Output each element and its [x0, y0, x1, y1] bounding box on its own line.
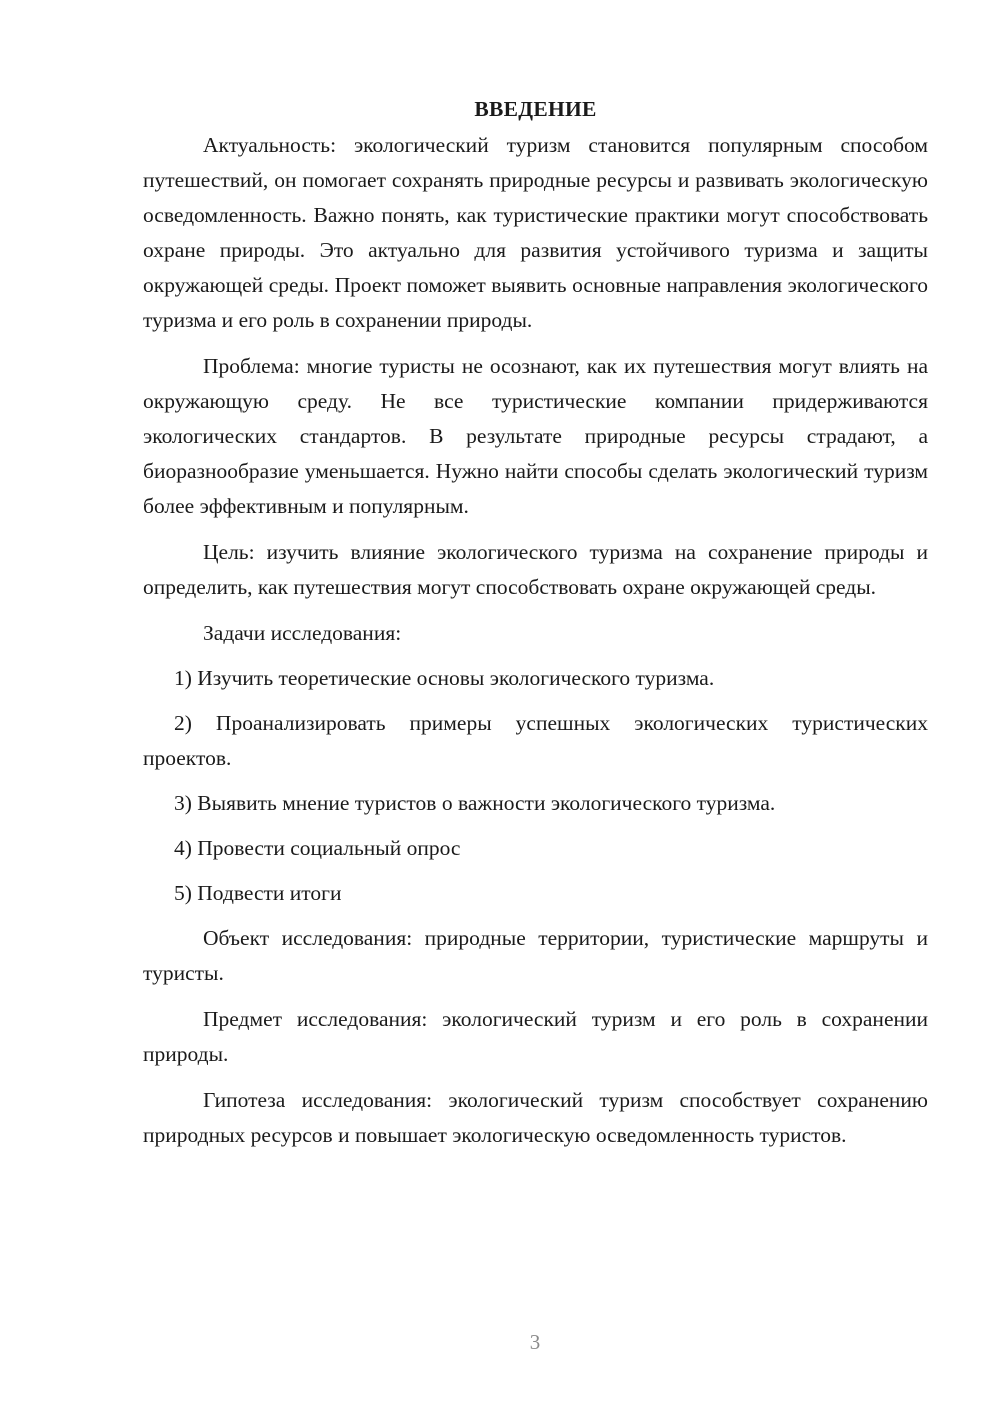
page-number: 3 — [529, 1330, 541, 1354]
section-title: ВВЕДЕНИЕ — [474, 97, 597, 121]
task-item-3: 3) Выявить мнение туристов о важности экологического туризма. — [174, 791, 776, 815]
paragraph-goal: Цель: изучить влияние экологического туризма на сохранение природы и определить, как путешествия могут способствовать охране окружающей среды. — [143, 540, 928, 599]
paragraph-subject: Предмет исследования: экологический туризм и его роль в сохранении природы. — [143, 1007, 928, 1066]
paragraph-problem: Проблема: многие туристы не осознают, как их путешествия могут влиять на окружающую среду. Не все туристические компании придерживаются экологических стандартов. В результате природные ресурсы страдают, а биоразнообразие уменьшается. Нужно найти способы сделать экологический туризм более эффективным и популярным. — [143, 354, 928, 518]
task-item-5: 5) Подвести итоги — [174, 881, 342, 905]
tasks-heading: Задачи исследования: — [203, 621, 402, 645]
task-item-2: 2) Проанализировать примеры успешных экологических туристических проектов. — [143, 711, 928, 770]
task-item-4: 4) Провести социальный опрос — [174, 836, 461, 860]
document-page — [143, 92, 928, 1164]
paragraph-relevance: Актуальность: экологический туризм становится популярным способом путешествий, он помогает сохранять природные ресурсы и развивать экологическую осведомленность. Важно понять, как туристические практики могут способствовать охране природы. Это актуально для развития устойчивого туризма и защиты окружающей среды. Проект поможет выявить основные направления экологического туризма и его роль в сохранении природы. — [143, 133, 928, 332]
paragraph-hypothesis: Гипотеза исследования: экологический туризм способствует сохранению природных ресурсов и повышает экологическую осведомленность туристов. — [143, 1088, 928, 1147]
paragraph-object: Объект исследования: природные территории, туристические маршруты и туристы. — [143, 926, 928, 985]
task-item-1: 1) Изучить теоретические основы экологического туризма. — [174, 666, 715, 690]
